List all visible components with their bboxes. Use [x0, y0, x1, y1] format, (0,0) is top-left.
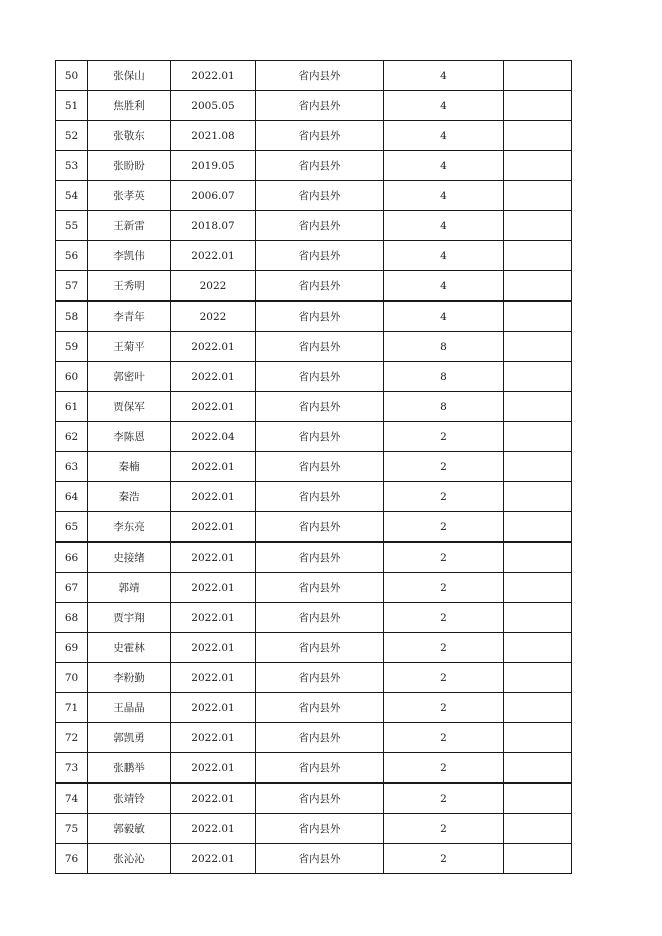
cell-name: 郭靖 [88, 573, 171, 603]
cell-note [504, 61, 572, 91]
cell-name: 张保山 [88, 61, 171, 91]
cell-region: 省内县外 [256, 61, 384, 91]
cell-name: 李青年 [88, 301, 171, 332]
cell-date: 2021.08 [171, 121, 256, 151]
cell-value: 2 [384, 814, 504, 844]
cell-date: 2006.07 [171, 181, 256, 211]
cell-value: 4 [384, 121, 504, 151]
cell-name: 焦胜利 [88, 91, 171, 121]
cell-date: 2022.01 [171, 362, 256, 392]
cell-note [504, 693, 572, 723]
cell-name: 史接绪 [88, 542, 171, 573]
table-row [56, 121, 572, 151]
cell-date: 2022.01 [171, 844, 256, 874]
cell-value: 2 [384, 723, 504, 753]
cell-region: 省内县外 [256, 542, 384, 573]
cell-note [504, 121, 572, 151]
cell-region: 省内县外 [256, 482, 384, 512]
cell-note [504, 422, 572, 452]
cell-date: 2022.01 [171, 603, 256, 633]
cell-date: 2022.01 [171, 241, 256, 271]
cell-name: 郭毅敏 [88, 814, 171, 844]
cell-value: 2 [384, 753, 504, 784]
cell-value: 4 [384, 211, 504, 241]
cell-note [504, 633, 572, 663]
cell-date: 2022 [171, 271, 256, 302]
cell-no: 74 [56, 783, 88, 814]
cell-no: 69 [56, 633, 88, 663]
cell-note [504, 241, 572, 271]
cell-name: 王菊平 [88, 332, 171, 362]
cell-value: 2 [384, 844, 504, 874]
cell-name: 张孝英 [88, 181, 171, 211]
cell-region: 省内县外 [256, 392, 384, 422]
cell-date: 2022 [171, 301, 256, 332]
table-row [56, 61, 572, 91]
cell-no: 60 [56, 362, 88, 392]
cell-date: 2022.01 [171, 723, 256, 753]
cell-region: 省内县外 [256, 301, 384, 332]
cell-no: 68 [56, 603, 88, 633]
cell-region: 省内县外 [256, 241, 384, 271]
cell-region: 省内县外 [256, 723, 384, 753]
cell-note [504, 783, 572, 814]
cell-no: 57 [56, 271, 88, 302]
cell-name: 王秀明 [88, 271, 171, 302]
cell-date: 2022.01 [171, 61, 256, 91]
cell-date: 2022.04 [171, 422, 256, 452]
cell-date: 2018.07 [171, 211, 256, 241]
cell-region: 省内县外 [256, 121, 384, 151]
table-row [56, 91, 572, 121]
cell-name: 张靖铃 [88, 783, 171, 814]
cell-note [504, 211, 572, 241]
table-row [56, 573, 572, 603]
table-row [56, 151, 572, 181]
table-row [56, 482, 572, 512]
cell-note [504, 723, 572, 753]
cell-no: 67 [56, 573, 88, 603]
cell-region: 省内县外 [256, 693, 384, 723]
cell-value: 4 [384, 181, 504, 211]
cell-no: 75 [56, 814, 88, 844]
cell-region: 省内县外 [256, 844, 384, 874]
table-row [56, 723, 572, 753]
cell-date: 2022.01 [171, 573, 256, 603]
cell-note [504, 512, 572, 543]
cell-no: 72 [56, 723, 88, 753]
cell-no: 73 [56, 753, 88, 784]
cell-value: 2 [384, 693, 504, 723]
cell-date: 2022.01 [171, 633, 256, 663]
cell-value: 2 [384, 512, 504, 543]
cell-value: 4 [384, 271, 504, 302]
cell-name: 王晶晶 [88, 693, 171, 723]
cell-no: 70 [56, 663, 88, 693]
cell-name: 李凯伟 [88, 241, 171, 271]
table-row [56, 693, 572, 723]
cell-note [504, 603, 572, 633]
table-row [56, 452, 572, 482]
cell-date: 2019.05 [171, 151, 256, 181]
cell-note [504, 332, 572, 362]
cell-date: 2005.05 [171, 91, 256, 121]
cell-note [504, 301, 572, 332]
cell-date: 2022.01 [171, 663, 256, 693]
cell-name: 张盼盼 [88, 151, 171, 181]
cell-name: 贾保军 [88, 392, 171, 422]
cell-region: 省内县外 [256, 633, 384, 663]
cell-no: 54 [56, 181, 88, 211]
cell-note [504, 482, 572, 512]
cell-note [504, 573, 572, 603]
table-row [56, 542, 572, 573]
cell-value: 2 [384, 783, 504, 814]
cell-name: 李陈恩 [88, 422, 171, 452]
cell-region: 省内县外 [256, 332, 384, 362]
cell-no: 65 [56, 512, 88, 543]
cell-value: 8 [384, 332, 504, 362]
cell-name: 李东亮 [88, 512, 171, 543]
cell-no: 61 [56, 392, 88, 422]
cell-date: 2022.01 [171, 814, 256, 844]
cell-name: 张鹏举 [88, 753, 171, 784]
cell-date: 2022.01 [171, 392, 256, 422]
cell-value: 2 [384, 422, 504, 452]
cell-date: 2022.01 [171, 482, 256, 512]
cell-no: 51 [56, 91, 88, 121]
table-row [56, 814, 572, 844]
table-row [56, 422, 572, 452]
cell-no: 53 [56, 151, 88, 181]
cell-value: 4 [384, 151, 504, 181]
cell-name: 史霍林 [88, 633, 171, 663]
table-row [56, 332, 572, 362]
cell-date: 2022.01 [171, 512, 256, 543]
cell-note [504, 663, 572, 693]
cell-value: 4 [384, 241, 504, 271]
cell-note [504, 91, 572, 121]
cell-value: 2 [384, 633, 504, 663]
cell-value: 4 [384, 301, 504, 332]
cell-note [504, 753, 572, 784]
cell-date: 2022.01 [171, 332, 256, 362]
cell-region: 省内县外 [256, 512, 384, 543]
table-row [56, 301, 572, 332]
cell-region: 省内县外 [256, 814, 384, 844]
data-table [55, 60, 572, 874]
table-row [56, 844, 572, 874]
cell-no: 63 [56, 452, 88, 482]
cell-value: 4 [384, 61, 504, 91]
cell-region: 省内县外 [256, 211, 384, 241]
table-body [56, 61, 572, 874]
table-row [56, 181, 572, 211]
cell-value: 8 [384, 392, 504, 422]
cell-value: 8 [384, 362, 504, 392]
cell-region: 省内县外 [256, 663, 384, 693]
cell-value: 2 [384, 482, 504, 512]
cell-region: 省内县外 [256, 603, 384, 633]
table-row [56, 753, 572, 784]
cell-region: 省内县外 [256, 573, 384, 603]
cell-date: 2022.01 [171, 542, 256, 573]
table-row [56, 392, 572, 422]
cell-value: 2 [384, 452, 504, 482]
cell-region: 省内县外 [256, 271, 384, 302]
table-row [56, 241, 572, 271]
cell-name: 秦楠 [88, 452, 171, 482]
cell-date: 2022.01 [171, 693, 256, 723]
cell-value: 2 [384, 542, 504, 573]
cell-value: 2 [384, 603, 504, 633]
table-row [56, 512, 572, 543]
cell-no: 55 [56, 211, 88, 241]
cell-note [504, 151, 572, 181]
cell-no: 56 [56, 241, 88, 271]
table-row [56, 271, 572, 302]
cell-no: 71 [56, 693, 88, 723]
cell-note [504, 181, 572, 211]
table-row [56, 603, 572, 633]
table-row [56, 783, 572, 814]
cell-name: 郭密叶 [88, 362, 171, 392]
cell-value: 2 [384, 573, 504, 603]
cell-region: 省内县外 [256, 452, 384, 482]
cell-region: 省内县外 [256, 753, 384, 784]
cell-no: 66 [56, 542, 88, 573]
cell-name: 张敬东 [88, 121, 171, 151]
cell-note [504, 814, 572, 844]
cell-no: 52 [56, 121, 88, 151]
cell-no: 59 [56, 332, 88, 362]
cell-note [504, 392, 572, 422]
cell-note [504, 452, 572, 482]
cell-region: 省内县外 [256, 151, 384, 181]
cell-name: 张沁沁 [88, 844, 171, 874]
cell-no: 64 [56, 482, 88, 512]
table-row [56, 633, 572, 663]
cell-no: 76 [56, 844, 88, 874]
table-row [56, 211, 572, 241]
cell-name: 李粉勤 [88, 663, 171, 693]
cell-note [504, 271, 572, 302]
cell-region: 省内县外 [256, 362, 384, 392]
table-row [56, 663, 572, 693]
cell-date: 2022.01 [171, 783, 256, 814]
cell-name: 郭凯勇 [88, 723, 171, 753]
cell-no: 50 [56, 61, 88, 91]
cell-name: 秦浩 [88, 482, 171, 512]
cell-name: 王新雷 [88, 211, 171, 241]
cell-region: 省内县外 [256, 422, 384, 452]
cell-region: 省内县外 [256, 181, 384, 211]
cell-date: 2022.01 [171, 452, 256, 482]
cell-value: 4 [384, 91, 504, 121]
cell-region: 省内县外 [256, 783, 384, 814]
cell-note [504, 362, 572, 392]
table-row [56, 362, 572, 392]
cell-region: 省内县外 [256, 91, 384, 121]
cell-value: 2 [384, 663, 504, 693]
cell-note [504, 844, 572, 874]
cell-no: 58 [56, 301, 88, 332]
cell-no: 62 [56, 422, 88, 452]
cell-note [504, 542, 572, 573]
cell-date: 2022.01 [171, 753, 256, 784]
cell-name: 贾宇翔 [88, 603, 171, 633]
